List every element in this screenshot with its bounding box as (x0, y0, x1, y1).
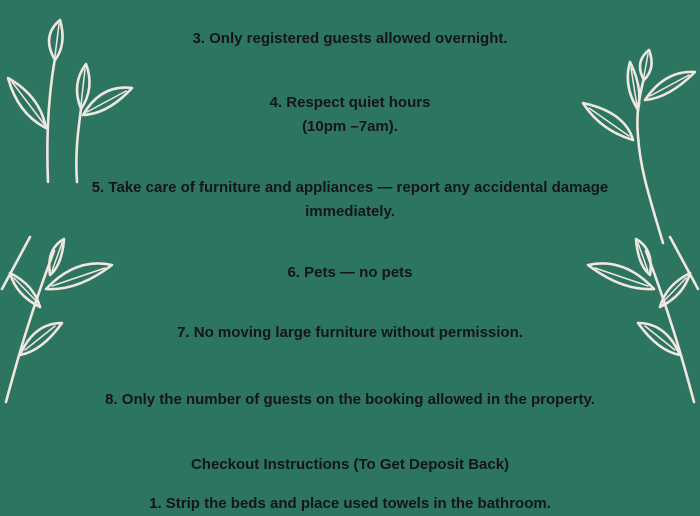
rule-line: 3. Only registered guests allowed overnight. (192, 30, 508, 47)
rule-line: (10pm –7am). (302, 118, 398, 135)
rule-item-4 (0, 91, 700, 139)
rule-item-8 (0, 388, 700, 412)
rule-item-6 (0, 261, 700, 285)
rule-line: 6. Pets — no pets (287, 264, 413, 281)
rule-line: 5. Take care of furniture and appliances — report any accidental damage (91, 179, 609, 196)
heading-text: Checkout Instructions (To Get Deposit Back) (190, 456, 510, 473)
rule-line: 1. Strip the beds and place used towels in the bathroom. (149, 495, 551, 512)
rule-line: immediately. (305, 203, 395, 220)
rule-item-5 (0, 176, 700, 224)
rule-line: 4. Respect quiet hours (269, 94, 431, 111)
rule-line: 8. Only the number of guests on the booking allowed in the property. (105, 391, 595, 408)
rule-item-3 (0, 27, 700, 51)
rule-item-7 (0, 321, 700, 345)
checkout-instructions-heading (0, 453, 700, 477)
partial-bottom-line (0, 492, 700, 516)
rule-line: 7. No moving large furniture without permission. (177, 324, 523, 341)
